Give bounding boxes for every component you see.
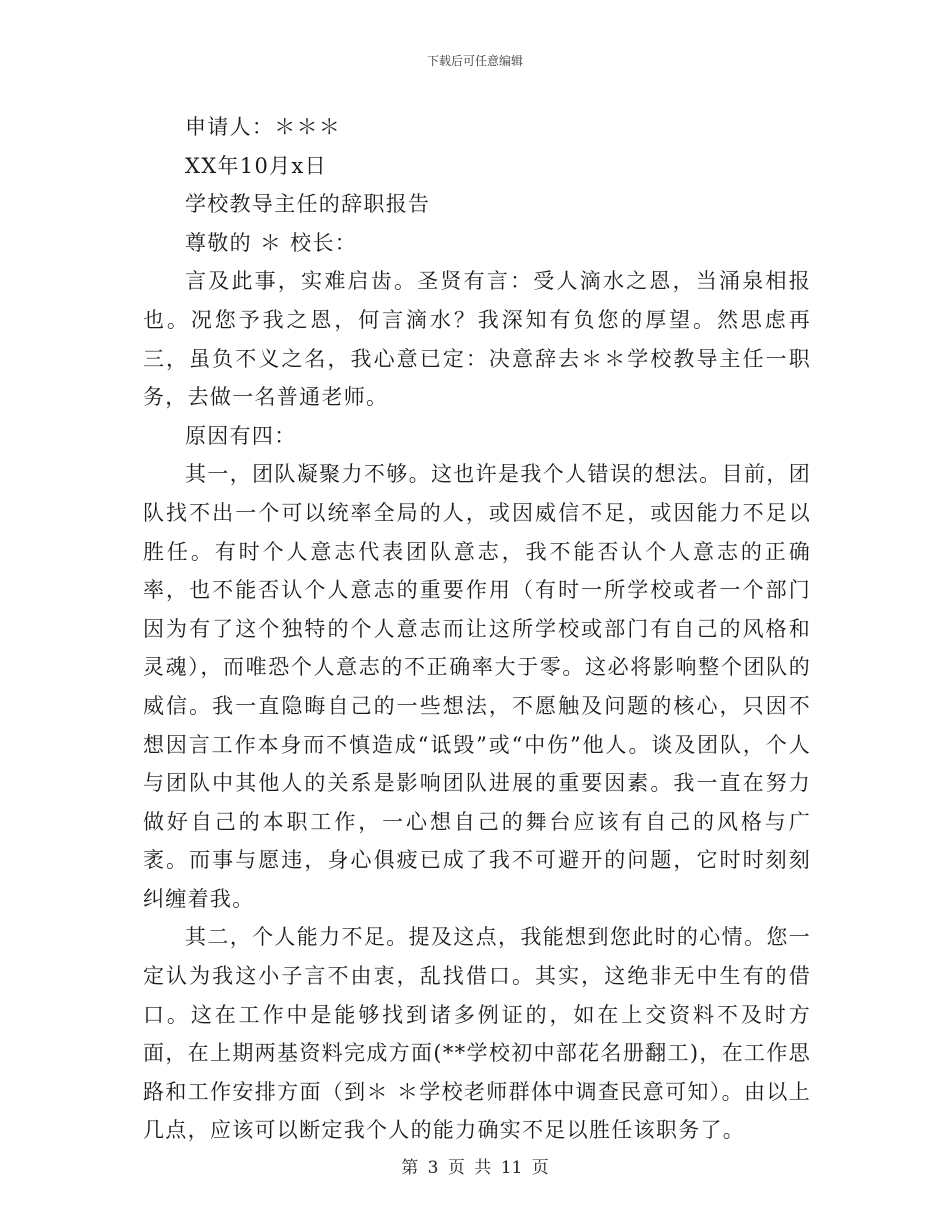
paragraph-reason-one: 其一，团队凝聚力不够。这也许是我个人错误的想法。目前，团队找不出一个可以统率全局的人，或因威信不足，或因能力不足以胜任。有时个人意志代表团队意志，我不能否认个人意志的正确率，也不能否认个人意志的重要作用（有时一所学校或者一个部门因为有了这个独特的个人意志而让这所学校或部门有自己的风格和灵魂），而唯恐个人意志的不正确率大于零。这必将影响整个团队的威信。我一直隐晦自己的一些想法，不愿触及问题的核心，只因不想因言工作本身而不慎造成“诋毁”或“中伤”他人。谈及团队，个人与团队中其他人的关系是影响团队进展的重要因素。我一直在努力做好自己的本职工作，一心想自己的舞台应该有自己的风格与广袤。而事与愿违，身心俱疲已成了我不可避开的问题，它时时刻刻纠缠着我。 bbox=[143, 462, 811, 911]
document-body bbox=[143, 108, 811, 1150]
document-title: 学校教导主任的辞职报告 bbox=[185, 192, 431, 217]
applicant-line: 申请人：＊＊＊ bbox=[185, 115, 342, 139]
salutation: 尊敬的 ＊ 校长： bbox=[185, 230, 358, 255]
page-number: 第 3 页 共 11 页 bbox=[401, 1158, 549, 1178]
paragraph-reason-two: 其二，个人能力不足。提及这点，我能想到您此时的心情。您一定认为我这小子言不由衷，乱找借口。其实，这绝非无中生有的借口。这在工作中是能够找到诸多例证的，如在上交资料不及时方面，在上期两基资料完成方面(**学校初中部花名册翻工)，在工作思路和工作安排方面（到＊ ＊学校老师群体中调查民意可知）。由以上几点，应该可以断定我个人的能力确实不足以胜任该职务了。 bbox=[143, 925, 811, 1143]
date-line: XX年10月x日 bbox=[185, 153, 327, 178]
paragraph-reasons-heading: 原因有四： bbox=[185, 423, 297, 448]
page-header-note: 下载后可任意编辑 bbox=[426, 54, 523, 68]
paragraph-intro: 言及此事，实难启齿。圣贤有言：受人滴水之恩，当涌泉相报也。况您予我之恩，何言滴水？我深知有负您的厚望。然思虑再三，虽负不义之名，我心意已定：决意辞去＊＊学校教导主任一职务，去做一名普通老师。 bbox=[143, 269, 811, 410]
